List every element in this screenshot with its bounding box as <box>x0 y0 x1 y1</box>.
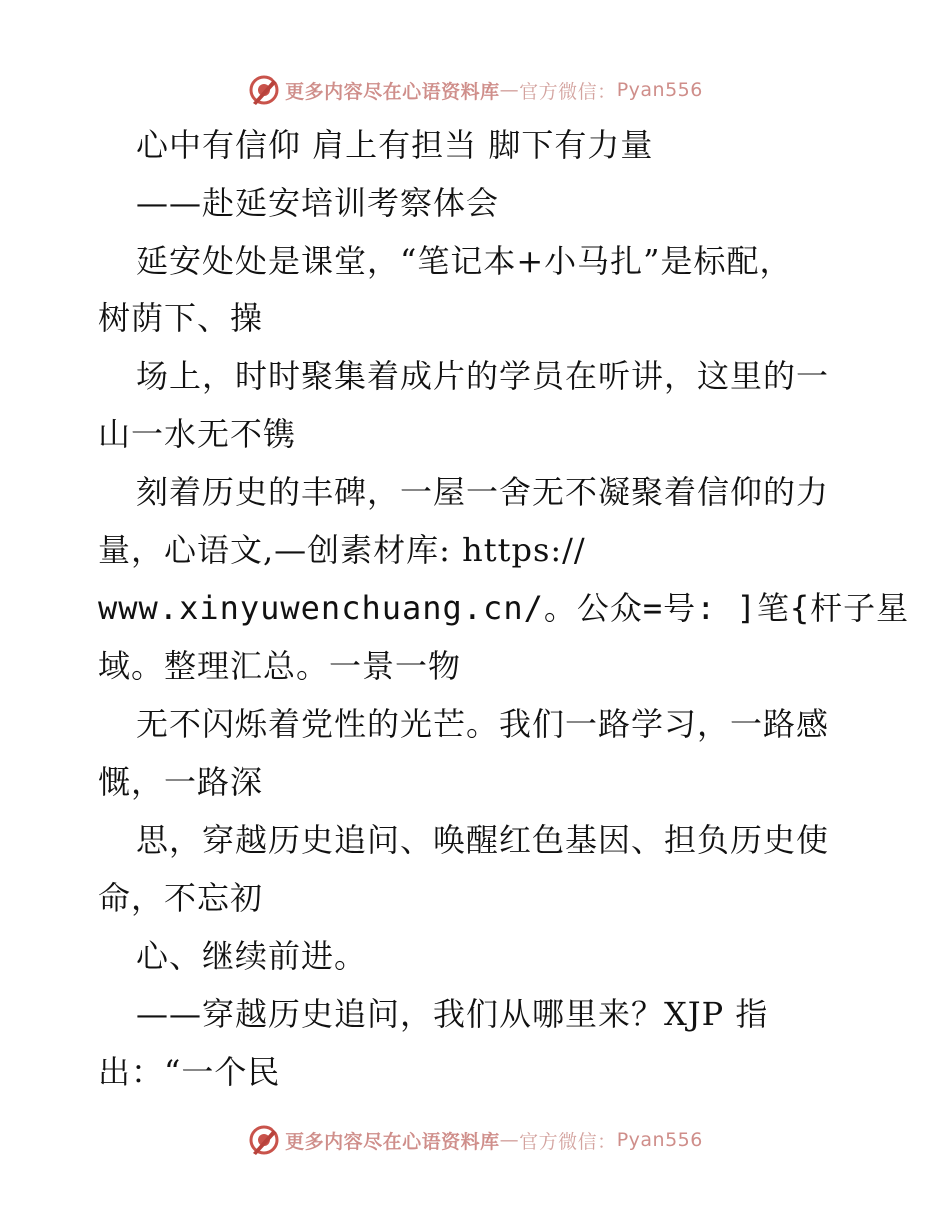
paragraph-line: 树荫下、操 <box>98 299 264 337</box>
paragraph-line: 思，穿越历史追问、唤醒红色基因、担负历史使 <box>136 821 830 859</box>
paragraph-line: 延安处处是课堂，“笔记本+小马扎”是标配， <box>136 242 793 280</box>
paragraph-line: ——穿越历史追问，我们从哪里来？XJP 指 <box>136 995 769 1033</box>
watermark-brand: 更多内容尽在心语资料库 <box>285 1130 500 1153</box>
paragraph-line: 命，不忘初 <box>98 879 264 917</box>
paragraph-line: 量，心语文,—创素材库: https:// <box>98 531 586 569</box>
pen-logo-icon <box>247 73 281 107</box>
watermark-wechat-id: Pyan556 <box>616 79 703 101</box>
footer-watermark <box>0 1120 950 1160</box>
paragraph-line: 无不闪烁着党性的光芒。我们一路学习，一路感 <box>136 705 830 743</box>
paragraph-line: 刻着历史的丰碑，一屋一舍无不凝聚着信仰的力 <box>136 473 830 511</box>
paragraph-line: 域。整理汇总。一景一物 <box>98 647 462 685</box>
paragraph-line: 慨，一路深 <box>98 763 264 801</box>
paragraph-line: 出：“一个民 <box>98 1053 281 1091</box>
watermark-brand: 更多内容尽在心语资料库 <box>285 80 500 103</box>
watermark-separator: — <box>499 1129 520 1151</box>
pen-logo-icon <box>247 1123 281 1157</box>
document-title: 心中有信仰 肩上有担当 脚下有力量 <box>136 126 654 164</box>
watermark-wechat-label: 官方微信： <box>519 80 617 103</box>
paragraph-line: www.xinyuwenchuang.cn/。公众=号: ]笔{杆子星 <box>98 589 910 627</box>
watermark-wechat-label: 官方微信： <box>519 1130 617 1153</box>
watermark-separator: — <box>499 79 520 101</box>
paragraph-line: 心、继续前进。 <box>136 937 368 975</box>
paragraph-line: 山一水无不镌 <box>98 415 297 453</box>
document-subtitle: ——赴延安培训考察体会 <box>136 184 500 222</box>
paragraph-line: 场上，时时聚集着成片的学员在听讲，这里的一 <box>136 357 830 395</box>
header-watermark <box>0 70 950 110</box>
watermark-wechat-id: Pyan556 <box>616 1129 703 1151</box>
